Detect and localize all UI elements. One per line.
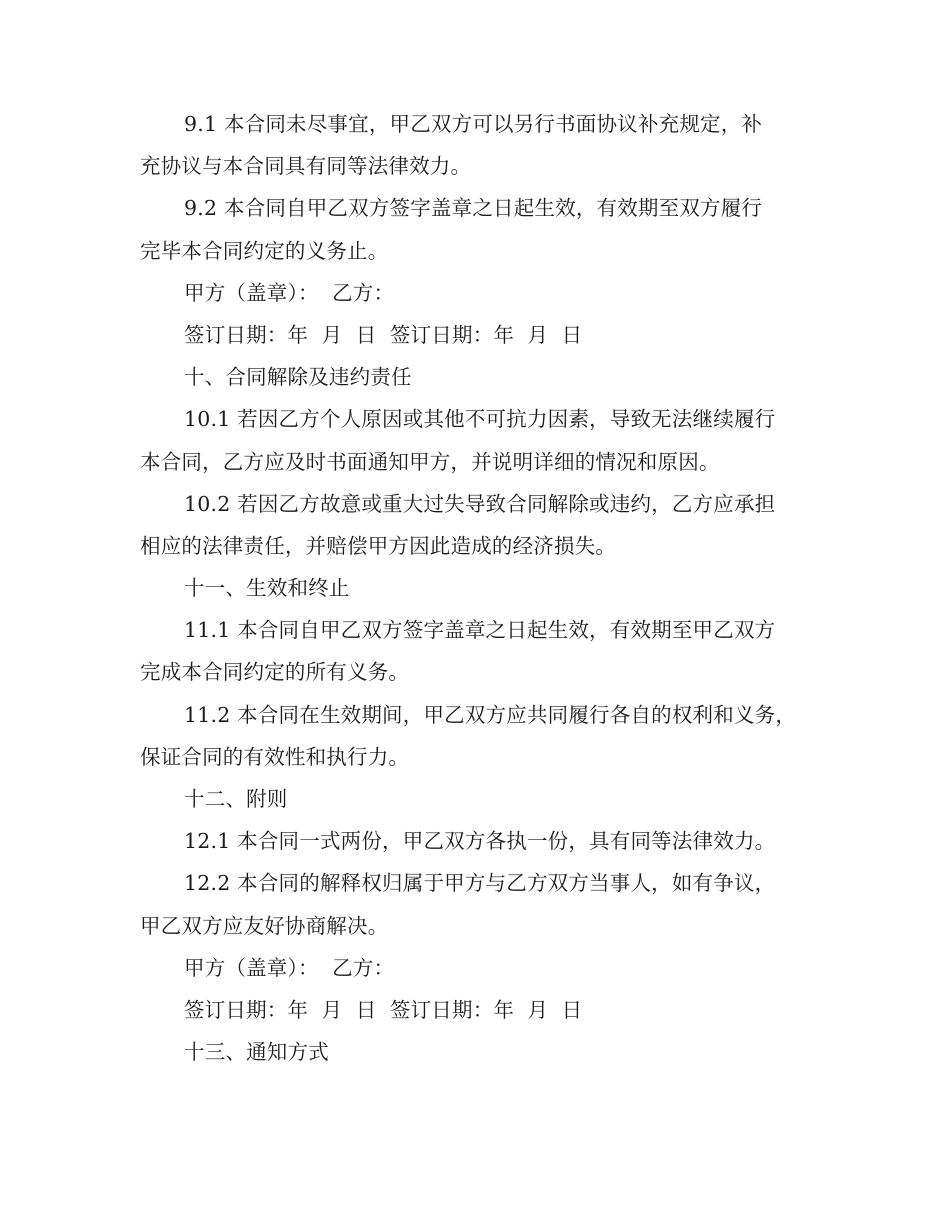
signature-parties-line: 甲方（盖章）： 乙方：	[184, 280, 395, 305]
clause-10-1-line-2: 本合同，乙方应及时书面通知甲方，并说明详细的情况和原因。	[140, 449, 720, 474]
section-heading-10: 十、合同解除及违约责任	[184, 365, 412, 390]
section-heading-12: 十二、附则	[184, 787, 288, 811]
clause-11-1-line-1: 11.1 本合同自甲乙双方签字盖章之日起生效，有效期至甲乙双方	[184, 618, 776, 643]
clause-9-2-line-1: 9.2 本合同自甲乙双方签字盖章之日起生效，有效期至双方履行	[184, 196, 763, 221]
clause-11-1-line-2: 完成本合同约定的所有义务。	[140, 660, 410, 685]
signature-parties-line: 甲方（盖章）： 乙方：	[184, 955, 395, 980]
clause-9-1-line-1: 9.1 本合同未尽事宜，甲乙双方可以另行书面协议补充规定，补	[184, 112, 763, 136]
signing-date-line: 签订日期：年 月 日 签订日期：年 月 日	[184, 322, 583, 347]
section-heading-13: 十三、通知方式	[184, 1040, 329, 1065]
signing-date-line: 签订日期：年 月 日 签订日期：年 月 日	[184, 997, 583, 1022]
clause-11-2-line-2: 保证合同的有效性和执行力。	[140, 744, 410, 769]
clause-10-2-line-2: 相应的法律责任，并赔偿甲方因此造成的经济损失。	[140, 533, 617, 558]
clause-12-1-line: 12.1 本合同一式两份，甲乙双方各执一份，具有同等法律效力。	[184, 829, 776, 854]
clause-11-2-line-1: 11.2 本合同在生效期间，甲乙双方应共同履行各自的权利和义务，	[184, 702, 797, 727]
clause-10-2-line-1: 10.2 若因乙方故意或重大过失导致合同解除或违约，乙方应承担	[184, 491, 776, 516]
document-page	[140, 103, 840, 1073]
section-heading-11: 十一、生效和终止	[184, 576, 350, 601]
clause-12-2-line-2: 甲乙双方应友好协商解决。	[140, 913, 389, 938]
clause-9-1-line-2: 充协议与本合同具有同等法律效力。	[140, 154, 472, 179]
clause-9-2-line-2: 完毕本合同约定的义务止。	[140, 238, 389, 263]
clause-10-1-line-1: 10.1 若因乙方个人原因或其他不可抗力因素，导致无法继续履行	[184, 407, 776, 432]
clause-12-2-line-1: 12.2 本合同的解释权归属于甲方与乙方双方当事人，如有争议，	[184, 871, 776, 896]
